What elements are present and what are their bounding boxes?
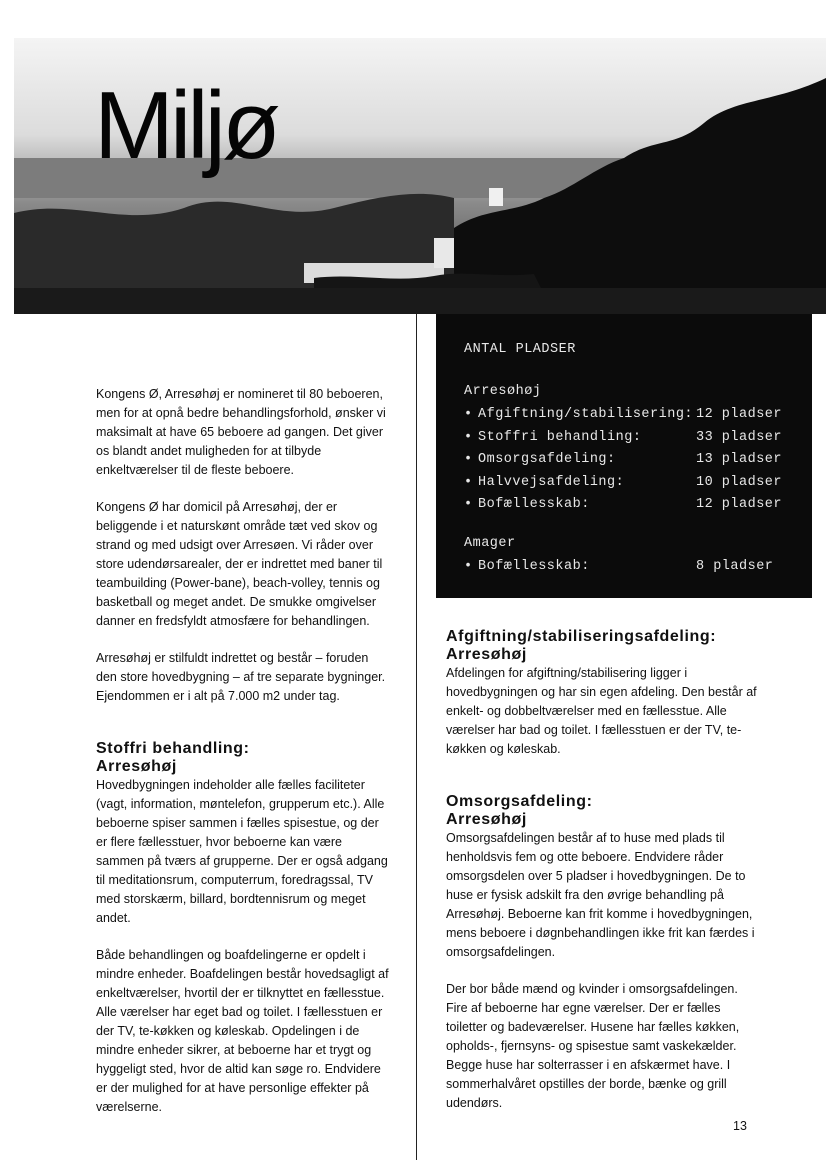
capacity-list: [464, 404, 812, 517]
location-arresohoj: Arresøhøj: [464, 384, 542, 399]
list-item: • Bofællesskab: 12 pladser: [464, 494, 812, 517]
bullet-icon: •: [464, 407, 473, 422]
page-title: Miljø: [94, 72, 277, 179]
left-column: [96, 385, 392, 1117]
page-number: 13: [733, 1119, 747, 1133]
section-heading-afgiftning: Afgiftning/stabiliseringsafdeling: Arresøhøj: [446, 628, 717, 663]
bullet-icon: •: [464, 497, 473, 512]
list-item: • Halvvejsafdeling: 10 pladser: [464, 472, 812, 495]
hero-photo: [14, 38, 826, 314]
intro-paragraph: Kongens Ø har domicil på Arresøhøj, der er beliggende i et naturskønt område tæt ved skov og strand og med udsigt over Arresøen. Vi råder over store udendørsarealer, der er indrettet med baner til teambuilding (Power-bane), beach-volley, tennis og basketball og meget andet. De smukke omgivelser danner en fredsfyldt atmosfære for behandlingen.: [96, 500, 383, 628]
location-amager: Amager: [464, 535, 516, 551]
intro-paragraph: Arresøhøj er stilfuldt indrettet og består – foruden den store hovedbygning – af tre separate bygninger. Ejendommen er i alt på 7.000 m2 under tag.: [96, 651, 386, 703]
bullet-icon: •: [464, 429, 473, 445]
section-heading-omsorg: Omsorgsafdeling: Arresøhøj: [446, 793, 593, 828]
bullet-icon: •: [464, 474, 473, 490]
right-column: [446, 628, 758, 1113]
list-item: • Afgiftning/stabilisering: 12 pladser: [464, 404, 812, 427]
capacity-box: [436, 314, 812, 598]
capacity-header: ANTAL PLADSER: [464, 342, 576, 357]
body-paragraph: Hovedbygningen indeholder alle fælles faciliteter (vagt, information, møntelefon, grupperum etc.). Alle beboerne spiser sammen i fælles spisestue, og der er flere fællesstuer, hvor beboerne kan være sammen på tværs af grupperne. Der er også adgang til meditationsrum, computerrum, foredragssal, TV med storskærm, billard, bordtennisrum og meget andet.: [96, 778, 388, 925]
capacity-list: [464, 556, 812, 579]
intro-paragraph: Kongens Ø, Arresøhøj er nomineret til 80 beboeren, men for at opnå bedre behandlingsforhold, ønsker vi maksimalt at have 65 beboere ad gangen. Det giver os blandt andet muligheden for at tilbyde enkeltværelser til de fleste beboere.: [96, 387, 386, 477]
body-paragraph: Både behandlingen og boafdelingerne er opdelt i mindre enheder. Boafdelingen består hovedsagligt af enkeltværelser, hvortil der er tilknyttet en fællesstue. Alle værelser har eget bad og toilet. I fællesstuen er der TV, te-køkken og køleskab. Opdelingen i de mindre enheder sikrer, at beboerne har et trygt og hyggeligt sted, hvor de altid kan søge ro. Endvidere er der mulighed for at have personlige effekter på værelserne.: [96, 948, 389, 1114]
body-paragraph: Der bor både mænd og kvinder i omsorgsafdelingen. Fire af beboerne har egne værelser. Der er fælles toiletter og badeværelser. Husene har fælles køkken, opholds-, fjernsyns- og spisestue samt vaskekælder. Begge huse har solterrasser i en afskærmet have. I sommerhalvåret opstilles der borde, bænke og grill udendørs.: [446, 982, 740, 1110]
list-item: • Omsorgsafdeling: 13 pladser: [464, 449, 812, 472]
bullet-icon: •: [464, 452, 473, 467]
section-heading-stoffri: Stoffri behandling: Arresøhøj: [96, 740, 250, 775]
bullet-icon: •: [464, 558, 473, 574]
body-paragraph: Omsorgsafdelingen består af to huse med plads til henholdsvis fem og otte beboere. Endvidere råder omsorgsdelen over 5 pladser i hovedbygningen. De to huse er fysisk adskilt fra den øvrige behandling på Arresøhøj. Beboerne kan frit komme i hovedbygningen, mens beboere i døgnbehandlingen ikke frit kan færdes i omsorgsafdelingen.: [446, 831, 755, 959]
list-item: • Stoffri behandling: 33 pladser: [464, 427, 812, 450]
column-divider: [416, 314, 417, 1160]
list-item: • Bofællesskab: 8 pladser: [464, 556, 812, 579]
body-paragraph: Afdelingen for afgiftning/stabilisering ligger i hovedbygningen og har sin egen afdeling. Den består af enkelt- og dobbeltværelser med en fællesstue. Alle værelser har bad og toilet. I fællesstuen er der TV, te-køkken og køleskab.: [446, 666, 757, 756]
